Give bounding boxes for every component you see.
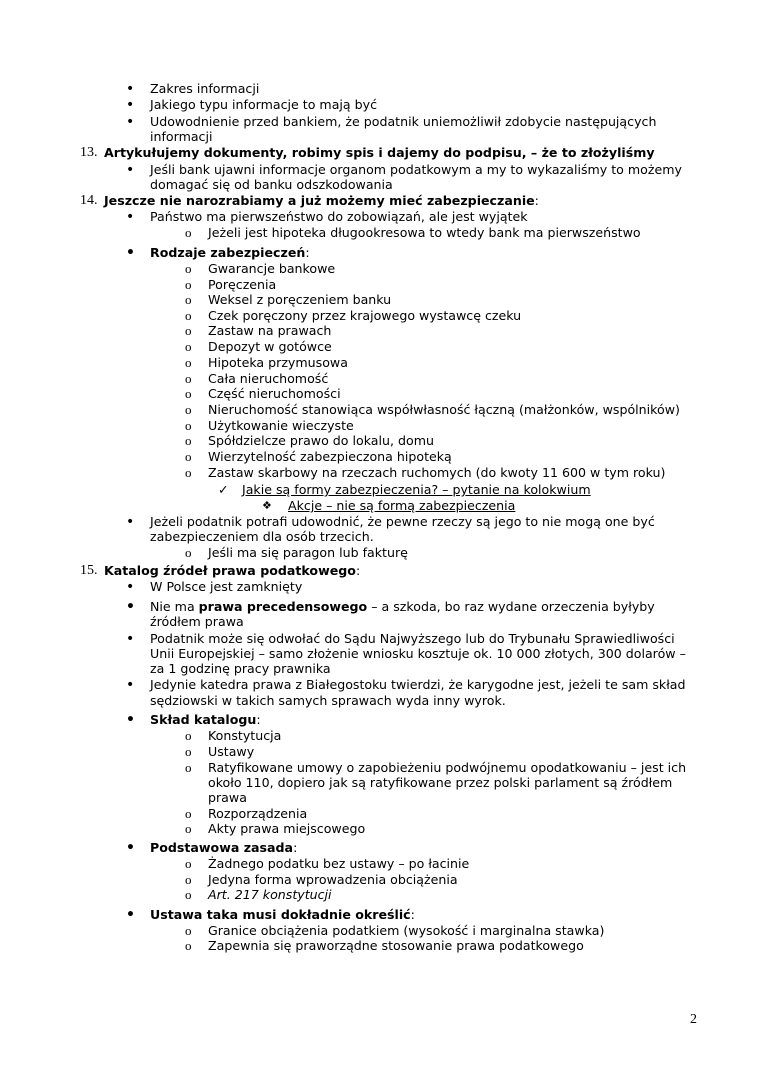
sub-list-item: Zastaw skarbowy na rzeczach ruchomych (do kwoty 11 600 w tym roku)	[208, 465, 666, 480]
section-number: 15.	[80, 563, 98, 578]
list-item-continuation: domagać się od banku odszkodowania	[150, 177, 393, 192]
sub-list-item: Czek poręczony przez krajowego wystawcę czeku	[208, 308, 522, 323]
sub-list-item: Jeżeli jest hipoteka długookresowa to wtedy bank ma pierwszeństwo	[208, 225, 641, 240]
sub-list-item: Jedyna forma wprowadzenia obciążenia	[208, 872, 458, 887]
sub-bullet-marker: o	[185, 887, 192, 902]
list-item-continuation: informacji	[150, 129, 213, 144]
bullet-marker: •	[126, 677, 135, 693]
sub-list-item: Akty prawa miejscowego	[208, 821, 366, 836]
sub-bullet-marker: o	[185, 728, 192, 743]
list-item: Jakiego typu informacje to mają być	[150, 97, 378, 112]
list-item	[150, 712, 261, 728]
list-item: W Polsce jest zamknięty	[150, 579, 303, 594]
sub-bullet-marker: o	[185, 402, 192, 417]
sub-list-item: Konstytucja	[208, 728, 282, 743]
bullet-marker: •	[126, 712, 135, 728]
sub-list-item: Poręczenia	[208, 277, 277, 292]
list-item-continuation: źródłem prawa	[150, 614, 244, 629]
bullet-marker: •	[126, 97, 135, 113]
bullet-marker: •	[126, 245, 135, 261]
list-item-continuation: Unii Europejskiej – samo złożenie wniosku kosztuje ok. 10 000 złotych, 300 dolarów –	[150, 646, 686, 661]
sub-bullet-marker: o	[185, 339, 192, 354]
sub-bullet-marker: o	[185, 323, 192, 338]
sub-list-item: Część nieruchomości	[208, 386, 341, 401]
sub-bullet-marker: o	[185, 821, 192, 836]
sub-bullet-marker: o	[185, 806, 192, 821]
bullet-marker: •	[126, 514, 135, 530]
list-item: Podatnik może się odwołać do Sądu Najwyższego lub do Trybunału Sprawiedliwości	[150, 631, 675, 646]
diamond-bullet-icon: ❖	[262, 499, 272, 512]
section-heading	[104, 563, 360, 579]
sub-list-item: Weksel z poręczeniem banku	[208, 292, 392, 307]
diamond-note: Akcje – nie są formą zabezpieczenia	[288, 498, 516, 513]
bullet-marker: •	[126, 907, 135, 923]
sub-list-item-continuation: prawa	[208, 790, 247, 805]
sub-list-item: Hipoteka przymusowa	[208, 355, 348, 370]
sub-list-item: Depozyt w gotówce	[208, 339, 332, 354]
list-item: Zakres informacji	[150, 81, 260, 96]
bullet-marker: •	[126, 631, 135, 647]
sub-bullet-marker: o	[185, 938, 192, 953]
sub-list-item: Ratyfikowane umowy o zapobieżeniu podwójnemu opodatkowaniu – jest ich	[208, 760, 687, 775]
item-colon: :	[293, 840, 298, 855]
list-item-continuation: za 1 godzinę pracy prawnika	[150, 661, 331, 676]
checkmark-icon: ✓	[218, 482, 229, 497]
sub-list-item-continuation: około 110, dopiero jak są ratyfikowane przez polski parlament są źródłem	[208, 775, 673, 790]
sub-list-item: Nieruchomość stanowiąca współwłasność łączną (małżonków, wspólników)	[208, 402, 680, 417]
item-bold-text: Podstawowa zasada	[150, 840, 294, 855]
sub-list-item: Art. 217 konstytucji	[208, 887, 332, 902]
page-number: 2	[690, 1012, 697, 1027]
section-number: 14.	[80, 193, 98, 208]
list-item: Udowodnienie przed bankiem, że podatnik uniemożliwił zdobycie następujących	[150, 114, 657, 129]
sub-bullet-marker: o	[185, 355, 192, 370]
sub-bullet-marker: o	[185, 449, 192, 464]
section-number: 13.	[80, 145, 98, 160]
sub-list-item: Rozporządzenia	[208, 806, 308, 821]
sub-list-item: Gwarancje bankowe	[208, 261, 336, 276]
sub-bullet-marker: o	[185, 292, 192, 307]
sub-list-item: Granice obciążenia podatkiem (wysokość i marginalna stawka)	[208, 923, 605, 938]
sub-bullet-marker: o	[185, 418, 192, 433]
sub-bullet-marker: o	[185, 277, 192, 292]
item-bold-text: prawa precedensowego	[198, 599, 368, 614]
heading-text: Katalog źródeł prawa podatkowego	[104, 563, 356, 578]
list-item-continuation: sędziowski w takich samych sprawach wyda inny wyrok.	[150, 693, 506, 708]
list-item-continuation: zabezpieczeniem dla osób trzecich.	[150, 529, 374, 544]
item-bold-text: Rodzaje zabezpieczeń	[150, 245, 306, 260]
checked-note: Jakie są formy zabezpieczenia? – pytanie na kolokwium	[242, 482, 591, 497]
section-heading	[104, 193, 539, 209]
item-colon: :	[410, 907, 415, 922]
item-colon: :	[305, 245, 310, 260]
sub-list-item: Ustawy	[208, 744, 255, 759]
sub-list-item: Zapewnia się praworządne stosowanie prawa podatkowego	[208, 938, 584, 953]
bullet-marker: •	[126, 579, 135, 595]
heading-text: Jeszcze nie narozrabiamy a już możemy mieć zabezpieczanie	[104, 193, 535, 208]
sub-bullet-marker: o	[185, 923, 192, 938]
sub-list-item: Żadnego podatku bez ustawy – po łacinie	[208, 856, 470, 871]
sub-bullet-marker: o	[185, 308, 192, 323]
sub-bullet-marker: o	[185, 545, 192, 560]
sub-bullet-marker: o	[185, 856, 192, 871]
list-item	[150, 245, 310, 261]
bullet-marker: •	[126, 599, 135, 615]
heading-colon: :	[534, 193, 539, 208]
sub-bullet-marker: o	[185, 261, 192, 276]
bullet-marker: •	[126, 162, 135, 178]
bullet-marker: •	[126, 114, 135, 130]
sub-bullet-marker: o	[185, 433, 192, 448]
list-item: Jedynie katedra prawa z Białegostoku twierdzi, że karygodne jest, jeżeli te sam skład	[150, 677, 686, 692]
sub-list-item: Zastaw na prawach	[208, 323, 332, 338]
bullet-marker: •	[126, 209, 135, 225]
sub-list-item: Jeśli ma się paragon lub fakturę	[208, 545, 408, 560]
sub-list-item: Użytkowanie wieczyste	[208, 418, 354, 433]
sub-bullet-marker: o	[185, 872, 192, 887]
list-item: Jeśli bank ujawni informacje organom podatkowym a my to wykazaliśmy to możemy	[150, 162, 682, 177]
bullet-marker: •	[126, 840, 135, 856]
item-bold-text: Skład katalogu	[150, 712, 257, 727]
sub-list-item: Wierzytelność zabezpieczona hipoteką	[208, 449, 452, 464]
sub-bullet-marker: o	[185, 744, 192, 759]
item-colon: :	[256, 712, 261, 727]
list-item: Państwo ma pierwszeństwo do zobowiązań, ale jest wyjątek	[150, 209, 528, 224]
sub-list-item: Cała nieruchomość	[208, 371, 329, 386]
list-item	[150, 840, 297, 856]
sub-bullet-marker: o	[185, 465, 192, 480]
item-suffix: – a szkoda, bo raz wydane orzeczenia byłyby	[367, 599, 655, 614]
list-item: Jeżeli podatnik potrafi udowodnić, że pewne rzeczy są jego to nie mogą one być	[150, 514, 655, 529]
list-item	[150, 599, 655, 615]
item-prefix: Nie ma	[150, 599, 199, 614]
heading-colon: :	[355, 563, 361, 578]
sub-bullet-marker: o	[185, 760, 192, 775]
sub-list-item: Spółdzielcze prawo do lokalu, domu	[208, 433, 434, 448]
sub-bullet-marker: o	[185, 371, 192, 386]
sub-bullet-marker: o	[185, 386, 192, 401]
bullet-marker: •	[126, 81, 135, 97]
section-heading: Artykułujemy dokumenty, robimy spis i dajemy do podpisu, – że to złożyliśmy	[104, 145, 655, 160]
list-item	[150, 907, 415, 923]
sub-bullet-marker: o	[185, 225, 192, 240]
item-bold-text: Ustawa taka musi dokładnie określić	[150, 907, 411, 922]
